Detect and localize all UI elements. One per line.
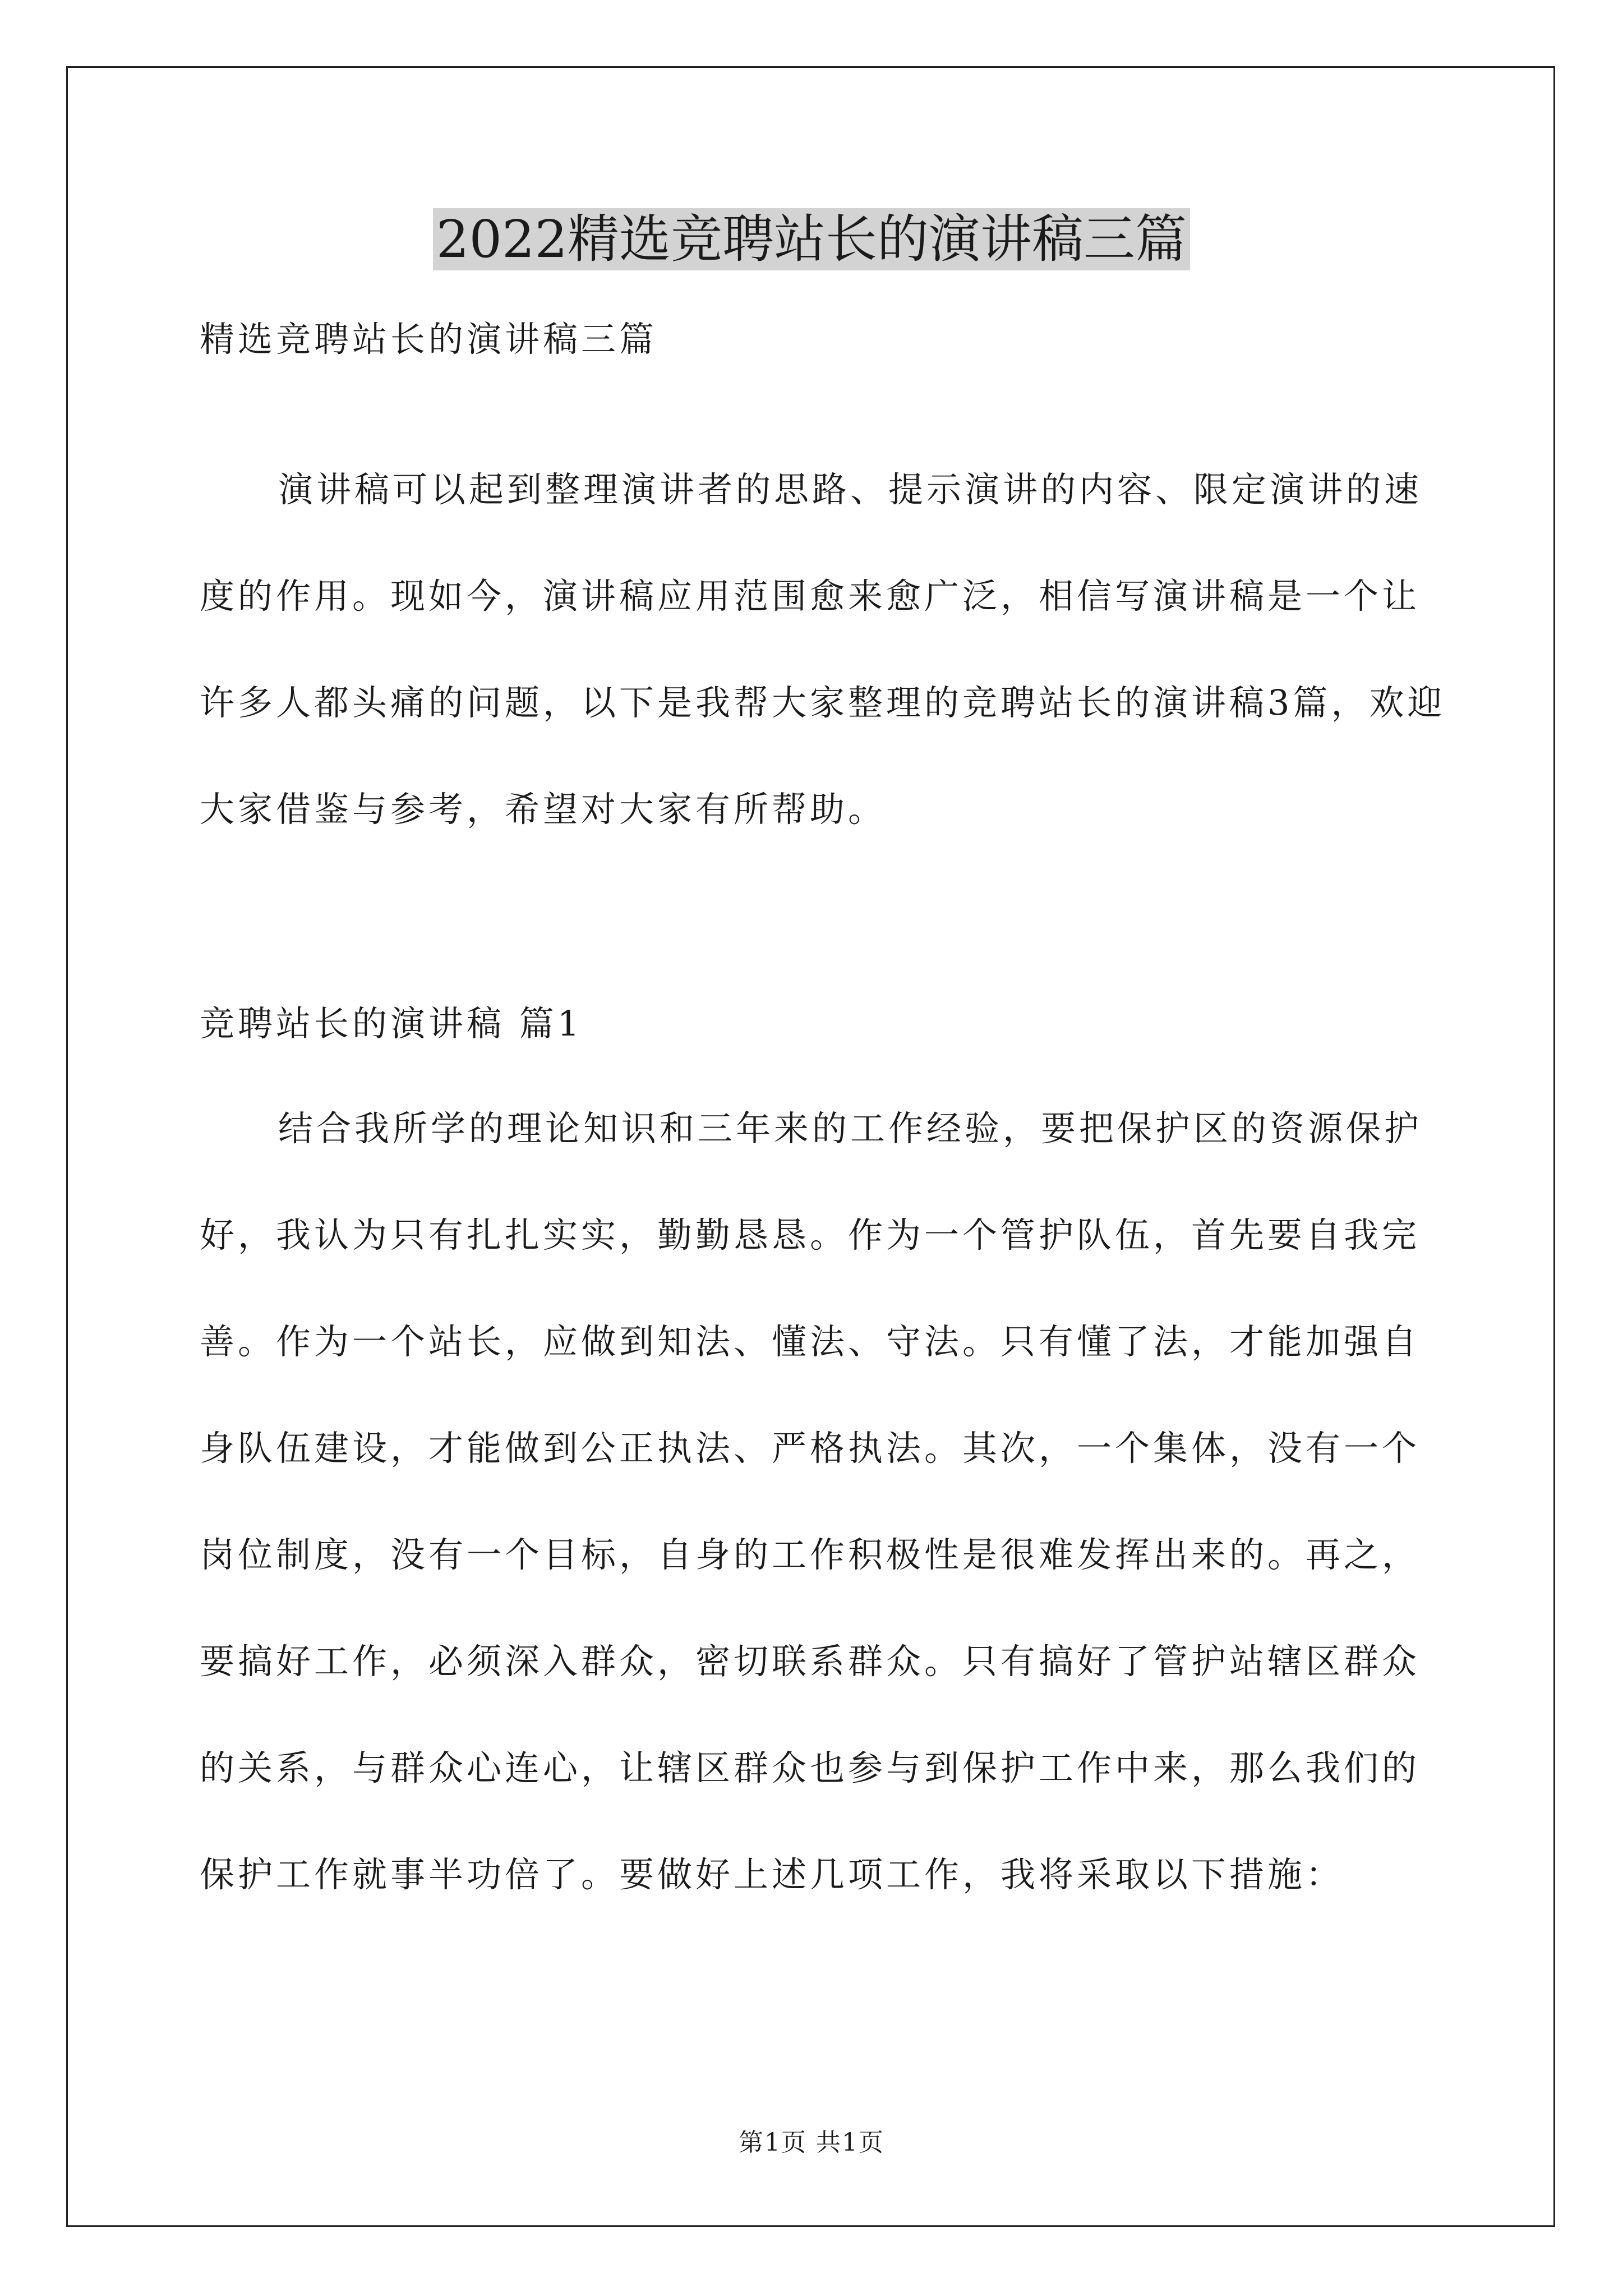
document-subtitle: 精选竞聘站长的演讲稿三篇 — [200, 319, 658, 360]
page-footer: 第1页 共1页 — [739, 2128, 884, 2157]
document-title — [0, 203, 1623, 276]
section-heading: 竞聘站长的演讲稿 篇1 — [200, 1003, 583, 1044]
section-paragraph: 结合我所学的理论知识和三年来的工作经验，要把保护区的资源保护好，我认为只有扎扎实实，勤勤恳恳。作为一个管护队伍，首先要自我完善。作为一个站长，应做到知法、懂法、守法。只有懂了法，才能加强自身队伍建设，才能做到公正执法、严格执法。其次，一个集体，没有一个岗位制度，没有一个目标，自身的工作积极性是很难发挥出来的。再之，要搞好工作，必须深入群众，密切联系群众。只有搞好了管护站辖区群众的关系，与群众心连心，让辖区群众也参与到保护工作中来，那么我们的保护工作就事半功倍了。要做好上述几项工作，我将采取以下措施： — [200, 1108, 1423, 1895]
document-title-text: 2022精选竞聘站长的演讲稿三篇 — [433, 208, 1190, 270]
intro-paragraph: 演讲稿可以起到整理演讲者的思路、提示演讲的内容、限定演讲的速度的作用。现如今，演讲稿应用范围愈来愈广泛，相信写演讲稿是一个让许多人都头痛的问题，以下是我帮大家整理的竞聘站长的演讲稿3篇，欢迎大家借鉴与参考，希望对大家有所帮助。 — [200, 469, 1446, 830]
